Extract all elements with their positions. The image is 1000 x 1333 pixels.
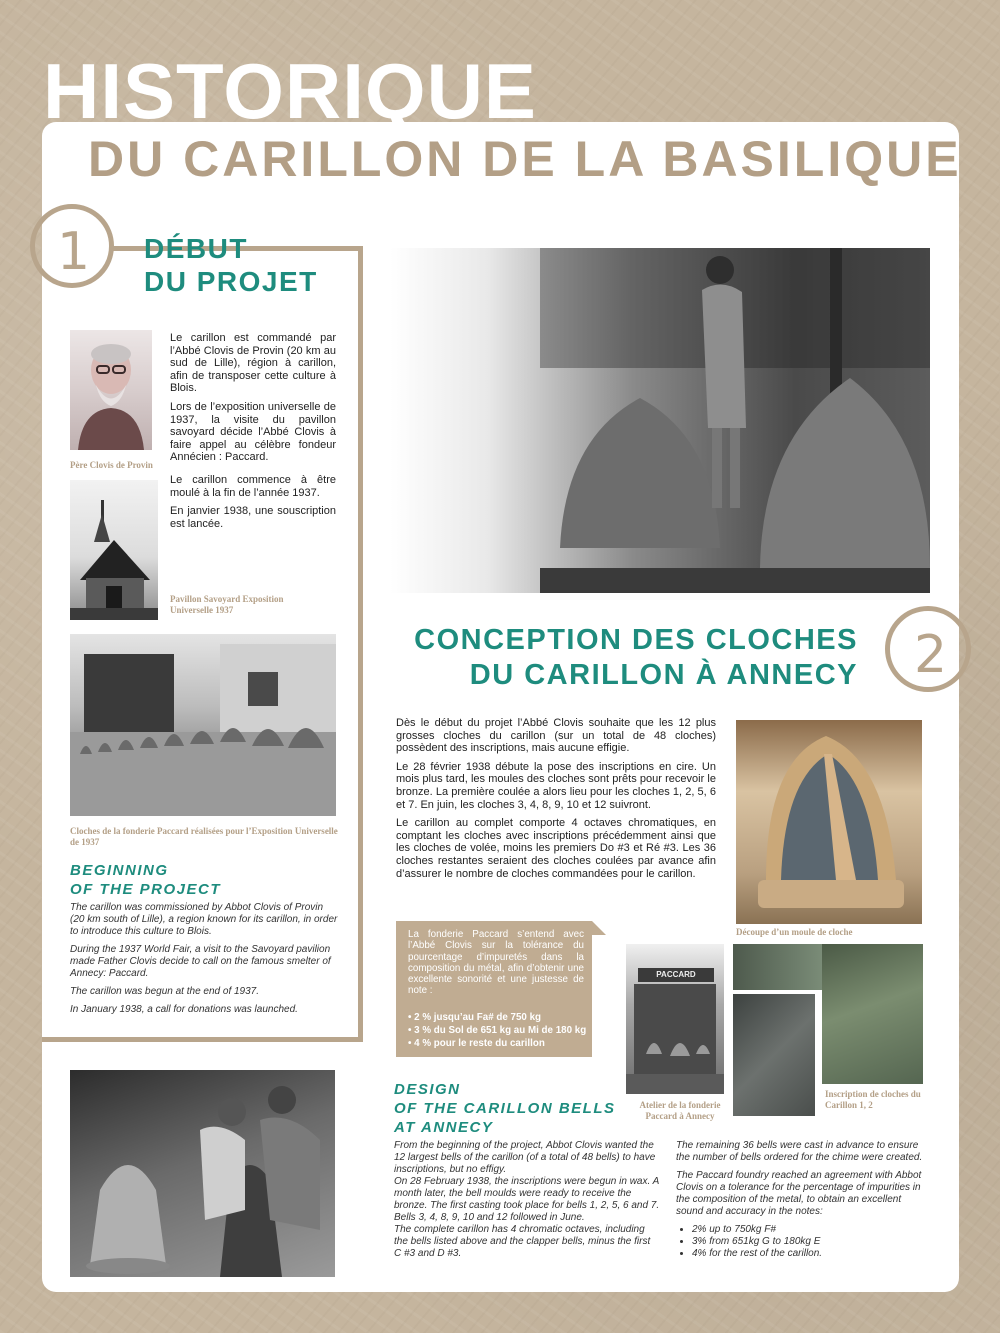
tolerance-box-intro: La fonderie Paccard s’entend avec l’Abbé Clovis sur la tolérance du pourcentage d’impuretés dans la composition du métal, afin d’obtenir une excellente sonorité et une justesse de note : bbox=[408, 929, 584, 997]
section2-english-paragraph: From the beginning of the project, Abbot Clovis wanted the 12 largest bells of the carillon (of a total of 48 bells) to have inscriptions, but no effigy. bbox=[394, 1140, 656, 1175]
section1-heading-line2: DU PROJET bbox=[144, 266, 318, 297]
section1-frame-right bbox=[358, 246, 363, 1041]
inscription-caption: Inscription de cloches du Carillon 1, 2 bbox=[825, 1089, 921, 1110]
section1-heading bbox=[144, 232, 318, 298]
portrait-figure bbox=[70, 330, 152, 450]
section1-english-heading-line1: BEGINNING bbox=[70, 862, 169, 879]
foundry-mould-drawing bbox=[390, 248, 930, 593]
section1-paragraph: Le carillon est commandé par l’Abbé Clovis de Provin (20 km au sud de Lille), région à carillon, afin de transposer cette culture à Blois. bbox=[170, 332, 336, 395]
section2-paragraph: Le carillon au complet comporte 4 octaves chromatiques, en comptant les cloches avec inscriptions précédemment ainsi que les cloches de volée, moins les premiers Do #3 et Ré #3. Les 36 cloches restantes seraient des cloches coulées par avance afin d’assurer le nombre de cloches commandées pour le carillon. bbox=[396, 817, 716, 880]
section2-english-paragraph: The complete carillon has 4 chromatic octaves, including the bells listed above and the clapper bells, minus the first C #3 and D #3. bbox=[394, 1224, 651, 1259]
foundry-mould-photo bbox=[390, 248, 930, 593]
section2-english-list-item: • 3% from 651kg G to 180kg E bbox=[692, 1236, 926, 1248]
section1-english-paragraph: In January 1938, a call for donations was launched. bbox=[70, 1004, 298, 1015]
section2-english-list bbox=[676, 1224, 926, 1260]
section2-paragraph: Le 28 février 1938 débute la pose des inscriptions en cire. Un mois plus tard, les moules des cloches sont prêts pour recevoir le bronze. La première coulée a alors lieu pour les cloches 1, 2, 5, 6 et 7. En juin, les cloches 3, 4, 8, 9, 10 et 12 suivront. bbox=[396, 760, 716, 811]
workshop-drawing bbox=[626, 944, 724, 1094]
section2-paragraph: Dès le début du projet l’Abbé Clovis souhaite que les 12 plus grosses cloches du carillon (sur un total de 48 cloches) possèdent des inscriptions, mais aucune effigie. bbox=[396, 717, 716, 755]
section1-paragraph: Lors de l’exposition universelle de 1937, la visite du pavillon savoyard décide l’Abbé Clovis à faire appel au célèbre fondeur Annécien : Paccard. bbox=[170, 400, 336, 464]
mould-cut-drawing bbox=[736, 720, 922, 924]
bells-row-caption: Cloches de la fonderie Paccard réalisées pour l’Exposition Universelle de 1937 bbox=[70, 826, 338, 847]
tolerance-item: • 3 % du Sol de 651 kg au Mi de 180 kg bbox=[408, 1025, 587, 1036]
section1-paragraph: Le carillon commence à être moulé à la fin de l’année 1937. bbox=[170, 473, 336, 499]
page-title: HISTORIQUE bbox=[43, 47, 537, 135]
section1-english-paragraph: The carillon was commissioned by Abbot Clovis of Provin (20 km south of Lille), a region known for its carillon, in order to introduce this culture to Blois. bbox=[70, 902, 338, 937]
section2-number: 2 bbox=[914, 625, 948, 685]
section1-paragraph: En janvier 1938, une souscription est lancée. bbox=[170, 505, 336, 530]
tolerance-box-corner bbox=[592, 921, 606, 935]
portrait-photo bbox=[70, 330, 152, 450]
page-subtitle: DU CARILLON DE LA BASILIQUE bbox=[88, 131, 962, 187]
workshop-caption: Atelier de la fonderie Paccard à Annecy bbox=[639, 1100, 721, 1121]
section1-heading-line1: DÉBUT bbox=[144, 233, 248, 264]
workshop-photo bbox=[626, 944, 724, 1094]
workers-photo bbox=[70, 1070, 335, 1277]
portrait-caption: Père Clovis de Provin bbox=[70, 460, 153, 470]
mould-cut-caption: Découpe d’un moule de cloche bbox=[736, 927, 853, 937]
workers-drawing bbox=[70, 1070, 335, 1277]
pavilion-photo bbox=[70, 480, 158, 620]
section2-english-paragraph: The remaining 36 bells were cast in advance to ensure the number of bells ordered for the chime were created. bbox=[676, 1140, 923, 1163]
tolerance-box bbox=[396, 921, 592, 1057]
section2-english-heading bbox=[394, 1080, 616, 1137]
section1-english-heading bbox=[70, 861, 221, 899]
section1-english-text bbox=[70, 902, 338, 1022]
pavilion-caption: Pavillon Savoyard Exposition Universelle 1937 bbox=[170, 594, 284, 615]
section1-text bbox=[170, 332, 336, 536]
section2-english-list-item: • 4% for the rest of the carillon. bbox=[692, 1248, 926, 1260]
inscription-photo-left bbox=[733, 994, 815, 1116]
section2-text bbox=[396, 717, 716, 886]
bells-row-photo bbox=[70, 634, 336, 816]
section2-english-left bbox=[394, 1140, 660, 1260]
section2-english-paragraph: The Paccard foundry reached an agreement with Abbot Clovis on a tolerance for the percentage of impurities in the composition of the metal, to obtain an excellent sound and accuracy in the notes: bbox=[676, 1170, 922, 1217]
section1-english-paragraph: During the 1937 World Fair, a visit to the Savoyard pavilion made Father Clovis decide to call on the famous smelter of Annecy: Paccard. bbox=[70, 944, 331, 979]
tolerance-list bbox=[408, 1011, 588, 1050]
bells-row-drawing bbox=[70, 634, 336, 816]
tolerance-item: • 4 % pour le reste du carillon bbox=[408, 1038, 545, 1049]
section2-heading-line1: CONCEPTION DES CLOCHES bbox=[414, 624, 858, 656]
section2-english-heading-line3: AT ANNECY bbox=[394, 1119, 494, 1136]
pavilion-drawing bbox=[70, 480, 158, 620]
section2-english-heading-line1: DESIGN bbox=[394, 1081, 461, 1098]
mould-cut-photo bbox=[736, 720, 922, 924]
section1-english-heading-line2: OF THE PROJECT bbox=[70, 881, 222, 898]
workshop-sign: PACCARD bbox=[638, 968, 714, 982]
section2-english-right bbox=[676, 1140, 926, 1260]
section1-english-paragraph: The carillon was begun at the end of 1937. bbox=[70, 986, 260, 997]
section2-heading bbox=[400, 623, 858, 693]
section2-english-heading-line2: OF THE CARILLON BELLS bbox=[394, 1100, 616, 1117]
inscription-photo-right bbox=[822, 944, 923, 1084]
section2-english-list-item: • 2% up to 750kg F# bbox=[692, 1224, 926, 1236]
section2-english-paragraph: On 28 February 1938, the inscriptions were begun in wax. A month later, the bell moulds were ready to receive the bronze. The first casting took place for bells 1, 2, 5, 6 and 7. Bells 3, 4, 8, 9, 10 and 12 followed in June. bbox=[394, 1176, 660, 1223]
section1-frame-bottom bbox=[42, 1037, 363, 1042]
tolerance-item: • 2 % jusqu’au Fa# de 750 kg bbox=[408, 1012, 542, 1023]
section1-number: 1 bbox=[57, 222, 91, 282]
section2-heading-line2: DU CARILLON À ANNECY bbox=[469, 659, 858, 691]
